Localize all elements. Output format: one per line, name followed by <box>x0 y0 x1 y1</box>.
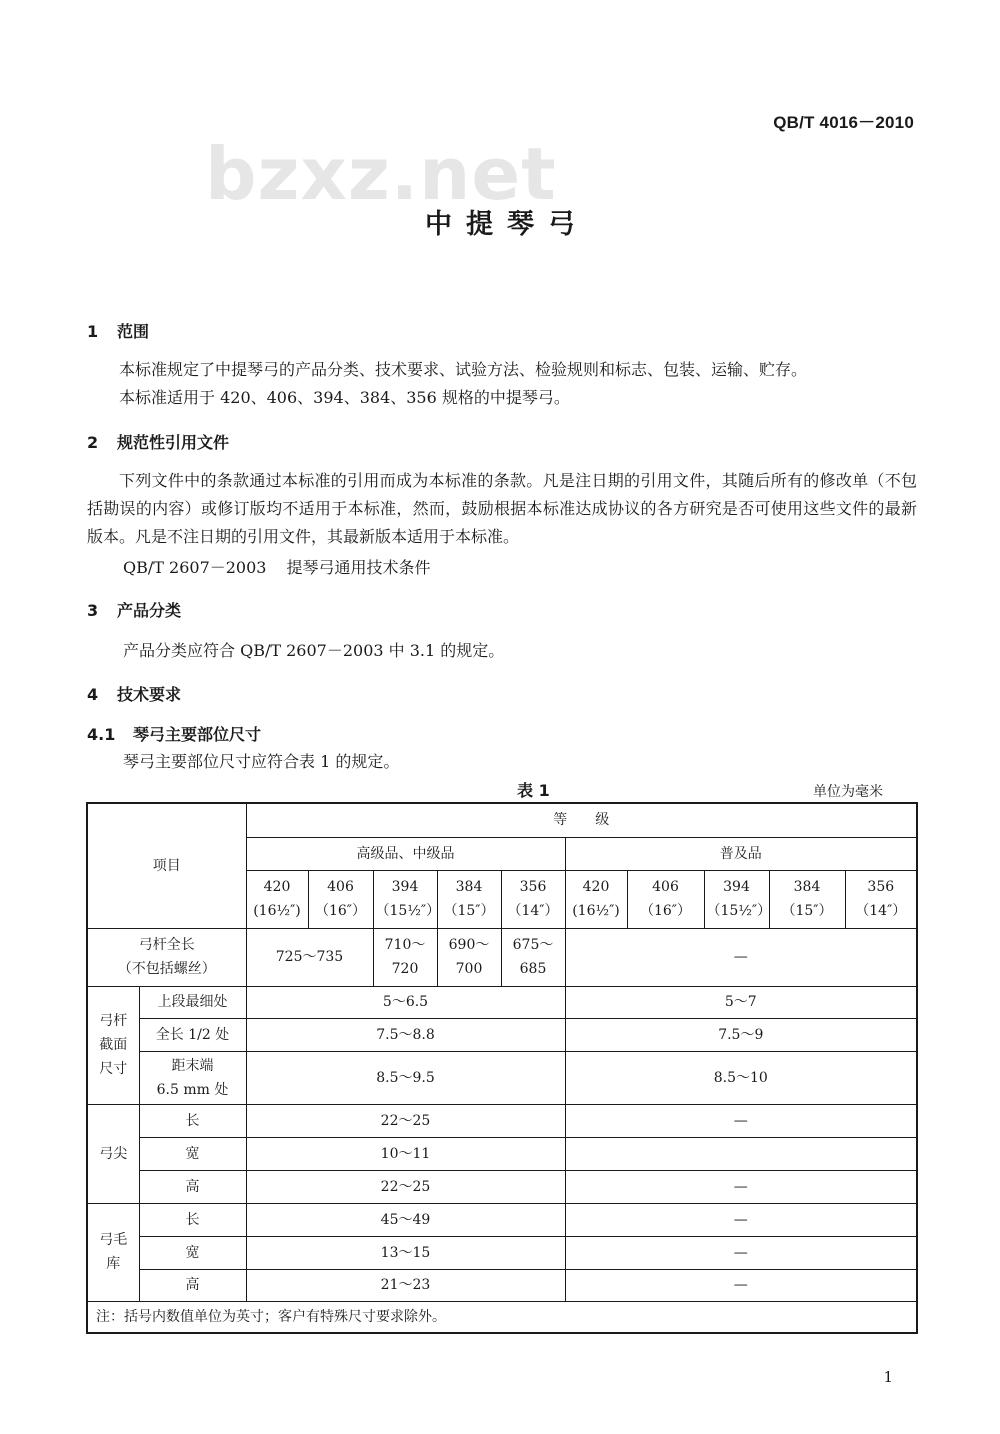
section-number: 4.1 <box>87 725 116 744</box>
table-cell: 8.5～10 <box>565 1051 917 1104</box>
table-cell <box>437 928 501 986</box>
table-cell: 13～15 <box>246 1236 565 1269</box>
section-title: 技术要求 <box>117 685 182 704</box>
section-number: 4 <box>87 685 99 704</box>
value-line: 710～ <box>384 937 426 953</box>
size-header <box>704 870 772 928</box>
watermark: bzxz.net <box>205 132 557 216</box>
size-header <box>373 870 441 928</box>
size-mm: 420 <box>263 879 291 895</box>
table-cell: 7.5～9 <box>565 1018 917 1051</box>
header-high-mid-grade: 高级品、中级品 <box>246 837 565 870</box>
scope-sentence: 本标准规定了中提琴弓的产品分类、技术要求、试验方法、检验规则和标志、包装、运输、贮存。 <box>119 360 808 379</box>
size-header <box>769 870 845 928</box>
size-inch: （16″） <box>639 903 692 919</box>
group-frog <box>87 1203 139 1301</box>
section-number: 2 <box>87 433 99 452</box>
row-label: 上段最细处 <box>139 986 246 1018</box>
section-3-paragraph: 产品分类应符合 QB/T 2607－2003 中 3.1 的规定。 <box>123 641 505 660</box>
size-mm: 394 <box>723 879 750 895</box>
size-header <box>627 870 704 928</box>
header-basic-grade: 普及品 <box>565 837 917 870</box>
size-mm: 356 <box>519 879 547 895</box>
size-mm: 394 <box>391 879 419 895</box>
table-cell: — <box>565 1104 917 1137</box>
table-cell: — <box>565 1269 917 1301</box>
section-4-heading <box>87 682 181 705</box>
size-inch: （15½″） <box>706 903 772 919</box>
row-label: 高 <box>139 1170 246 1203</box>
size-mm: 356 <box>867 879 895 895</box>
section-number: 3 <box>87 601 99 620</box>
header-item: 项目 <box>87 803 246 928</box>
group-label-line: 弓毛 <box>99 1232 128 1248</box>
group-label-line: 尺寸 <box>99 1061 128 1077</box>
label-line: 6.5 mm 处 <box>156 1081 229 1098</box>
value-line: 700 <box>455 961 483 977</box>
size-header <box>308 870 373 928</box>
table-cell: — <box>565 1203 917 1236</box>
size-header <box>246 870 308 928</box>
header-grade: 等 级 <box>246 803 917 837</box>
applicability-sentence: 本标准适用于 420、406、394、384、356 规格的中提琴弓。 <box>119 388 570 407</box>
size-mm: 384 <box>793 879 821 895</box>
value-line: 675～ <box>512 937 554 953</box>
size-header <box>437 870 501 928</box>
table-cell: 725～735 <box>246 928 373 986</box>
section-4-1-heading <box>87 722 261 745</box>
row-label <box>139 1051 246 1104</box>
size-inch: （15″） <box>443 903 495 919</box>
row-label: 宽 <box>139 1137 246 1170</box>
row-label: 长 <box>139 1203 246 1236</box>
section-title: 范围 <box>117 322 150 341</box>
group-tip: 弓尖 <box>87 1104 139 1203</box>
table-cell: — <box>565 928 917 986</box>
size-mm: 420 <box>582 879 610 895</box>
group-stick-section <box>87 986 139 1104</box>
page-number: 1 <box>883 1368 893 1386</box>
section-2-paragraph: 下列文件中的条款通过本标准的引用而成为本标准的条款。凡是注日期的引用文件，其随后所有的修改单（不包括勘误的内容）或修订版均不适用于本标准，然而，鼓励根据本标准达成协议的各方研究是否可使用这些文件的最新版本。凡是不注日期的引用文件，其最新版本适用于本标准。 <box>87 471 917 546</box>
size-mm: 406 <box>652 879 679 895</box>
table-cell: 45～49 <box>246 1203 565 1236</box>
section-3-heading <box>87 598 181 621</box>
row-label-stick-length <box>87 928 246 986</box>
value-line: 720 <box>391 961 419 977</box>
size-inch: （14″） <box>855 903 907 919</box>
size-inch: (16½″) <box>253 903 301 919</box>
table-cell: — <box>565 1236 917 1269</box>
label-line: 弓杆全长 <box>138 937 195 953</box>
table-cell: 8.5～9.5 <box>246 1051 565 1104</box>
size-header <box>845 870 917 928</box>
size-inch: （14″） <box>507 903 559 919</box>
size-header <box>501 870 565 928</box>
section-title: 琴弓主要部位尺寸 <box>133 725 262 744</box>
table-cell: 5～7 <box>565 986 917 1018</box>
row-label: 高 <box>139 1269 246 1301</box>
table-caption: 表 1 <box>517 781 550 800</box>
table-note: 注：括号内数值单位为英寸；客户有特殊尺寸要求除外。 <box>87 1301 917 1333</box>
table-cell: 22～25 <box>246 1170 565 1203</box>
group-label-line: 截面 <box>99 1037 128 1053</box>
section-1-heading <box>87 319 149 342</box>
table-cell: 5～6.5 <box>246 986 565 1018</box>
table-cell: 7.5～8.8 <box>246 1018 565 1051</box>
size-inch: （15″） <box>781 903 833 919</box>
table-cell: 22～25 <box>246 1104 565 1137</box>
table-cell <box>501 928 565 986</box>
size-inch: （16″） <box>314 903 367 919</box>
value-line: 685 <box>519 961 547 977</box>
table-cell: 21～23 <box>246 1269 565 1301</box>
section-title: 产品分类 <box>117 601 182 620</box>
size-header <box>565 870 627 928</box>
label-line: 距末端 <box>171 1057 214 1074</box>
section-4-1-paragraph: 琴弓主要部位尺寸应符合表 1 的规定。 <box>123 752 400 771</box>
section-title: 规范性引用文件 <box>117 433 230 452</box>
group-label-line: 库 <box>106 1256 121 1272</box>
reference-title: 提琴弓通用技术条件 <box>286 558 431 577</box>
dimension-table <box>86 802 918 1334</box>
reference-code: QB/T 2607－2003 <box>123 558 267 577</box>
row-label: 长 <box>139 1104 246 1137</box>
section-2-heading <box>87 430 229 453</box>
standard-code: QB/T 4016－2010 <box>773 113 914 132</box>
size-inch: (16½″) <box>572 903 620 919</box>
section-number: 1 <box>87 322 99 341</box>
size-mm: 384 <box>455 879 483 895</box>
row-label: 全长 1/2 处 <box>139 1018 246 1051</box>
document-title: 中提琴弓 <box>425 209 589 240</box>
label-line: （不包括螺丝） <box>117 961 216 977</box>
table-cell: — <box>565 1170 917 1203</box>
table-cell <box>565 1137 917 1170</box>
group-label-line: 弓杆 <box>99 1013 128 1029</box>
table-unit: 单位为毫米 <box>813 784 883 800</box>
table-cell <box>373 928 437 986</box>
row-label: 宽 <box>139 1236 246 1269</box>
size-inch: （15½″） <box>375 903 441 919</box>
table-cell: 10～11 <box>246 1137 565 1170</box>
normative-reference <box>123 555 430 578</box>
section-1-paragraph <box>87 356 917 412</box>
value-line: 690～ <box>448 937 490 953</box>
size-mm: 406 <box>327 879 354 895</box>
